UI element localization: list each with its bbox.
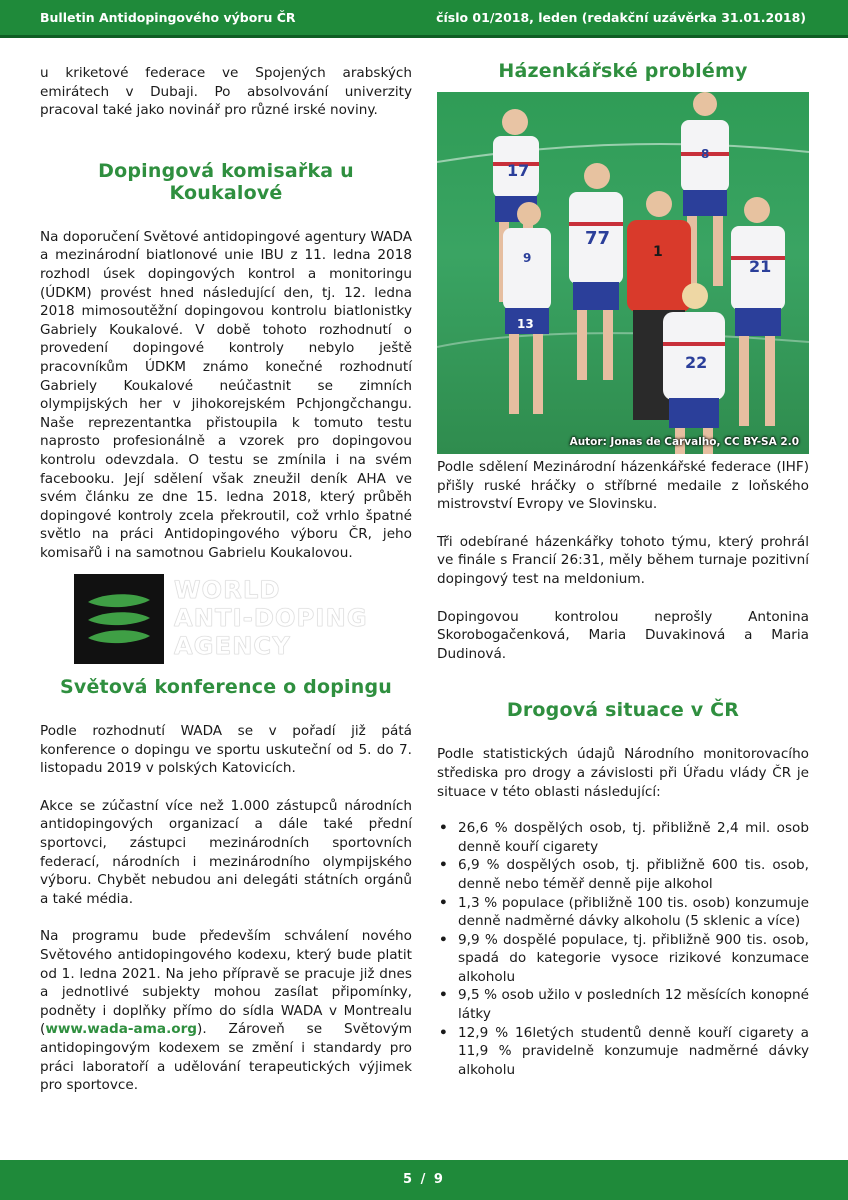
- handball-paragraph-1: Podle sdělení Mezinárodní házenkářské federace (IHF) přišly ruské hráčky o stříbrné medaile z loňského mistrovství Evropy ve Slovinsku.: [437, 459, 809, 513]
- heading-drugs: Drogová situace v ČR: [506, 699, 740, 722]
- jersey-22: 22: [685, 353, 708, 372]
- jersey-77: 77: [585, 228, 611, 249]
- photo-credit: Autor: Jonas de Carvalho, CC BY-SA 2.0: [569, 436, 799, 448]
- bulletin-title: Bulletin Antidopingového výboru ČR: [40, 10, 296, 25]
- drug-stats-list: [437, 819, 809, 1079]
- wada-line-antidoping: ANTI-DOPING: [174, 604, 368, 632]
- wada-wordmark: [174, 576, 394, 660]
- wada-link[interactable]: www.wada-ama.org: [45, 1021, 198, 1038]
- conference-text-b: ). Zároveň se Světovým antidopingovým kodexem se změní i standardy pro práci laboratoří a udělování terapeutických výjimek pro sportovce.: [40, 1021, 412, 1094]
- intro-paragraph: u kriketové federace ve Spojených arabských emirátech v Dubaji. Po absolvování univerzity pracoval také jako novinář pro různé irské noviny.: [40, 65, 412, 119]
- handball-photo: [437, 92, 809, 454]
- page-header: [0, 0, 848, 38]
- list-item: • 26,6 % dospělých osob, tj. přibližně 2,4 mil. osob denně kouří cigarety: [437, 819, 809, 856]
- conference-paragraph-1: Podle rozhodnutí WADA se v pořadí již pátá konference o dopingu ve sportu uskuteční od 5. do 7. listopadu 2019 v polských Katovicích.: [40, 723, 412, 777]
- jersey-8: 8: [701, 147, 710, 161]
- left-column-lower: [40, 676, 412, 1095]
- conference-paragraph-2: Akce se zúčastní více než 1.000 zástupců národních antidopingových organizací a dále také přední sportovci, zástupci mezinárodních sportovních federací, národních i mezinárodního olympijského výboru. Chybět nebudou ani delegáti státních orgánů a také média.: [40, 797, 412, 907]
- heading-conference: Světová konference o dopingu: [59, 676, 392, 698]
- handball-paragraph-2: Tři odebírané házenkářky tohoto týmu, který prohrál ve finále s Francií 26:31, měly během turnaje pozitivní dopingový test na meldonium.: [437, 533, 809, 587]
- page-number: 5 / 9: [403, 1172, 445, 1187]
- left-column: [40, 58, 412, 562]
- jersey-21: 21: [749, 257, 772, 276]
- issue-info: číslo 01/2018, leden (redakční uzávěrka 31.01.2018): [436, 10, 806, 25]
- conference-paragraph-3: [40, 927, 412, 1094]
- list-item: • 12,9 % 16letých studentů denně kouří cigarety a 11,9 % pravidelně konzumuje nadměrné dávky alkoholu: [437, 1024, 809, 1080]
- wada-emblem: [74, 574, 164, 664]
- wada-line-agency: AGENCY: [174, 632, 291, 660]
- list-item: • 9,9 % dospělé populace, tj. přibližně 900 tis. osob, spadá do kategorie vysoce rizikové konzumace alkoholu: [437, 931, 809, 987]
- conference-text-a: Na programu bude především schválení nového Světového antidopingového kodexu, který bude platit od 1. ledna 2021. Na jeho přípravě se pracuje již dnes a jednotlivé subjekty mohou zasílat připomínky, podněty i doplňky přímo do sídla WADA v Montrealu (: [40, 928, 412, 1038]
- jersey-13: 13: [517, 317, 534, 331]
- list-item: • 1,3 % populace (přibližně 100 tis. osob) konzumuje denně nadměrné dávky alkoholu (5 sklenic a více): [437, 894, 809, 931]
- right-column: [437, 58, 809, 1079]
- jersey-9: 9: [523, 251, 532, 265]
- list-item: • 6,9 % dospělých osob, tj. přibližně 600 tis. osob, denně nebo téměř denně pije alkohol: [437, 856, 809, 893]
- jersey-1: 1: [653, 244, 663, 260]
- list-item: • 9,5 % osob užilo v posledních 12 měsících konopné látky: [437, 986, 809, 1023]
- wada-line-world: WORLD: [174, 576, 281, 604]
- heading-koukalova: Dopingová komisařka u Koukalové: [98, 159, 354, 204]
- handball-paragraph-3: Dopingovou kontrolou neprošly Antonina Skorobogačenková, Maria Duvakinová a Maria Dudinová.: [437, 608, 809, 662]
- page-footer: [0, 1160, 848, 1200]
- drugs-intro-paragraph: Podle statistických údajů Národního monitorovacího střediska pro drogy a závislosti při Úřadu vlády ČR je situace v této oblasti následující:: [437, 746, 809, 800]
- heading-handball: Házenkářské problémy: [498, 60, 748, 82]
- koukalova-paragraph: Na doporučení Světové antidopingové agentury WADA a mezinárodní biatlonové unie IBU z 11. ledna 2018 rozhodl úsek dopingových kontrol a monitoringu (ÚDKM) provést hned následující den, tj. 12. ledna 2018 mimosoutěžní dopingovou kontrolu biatlonistky Gabriely Koukalové. V době tohoto rozhodnutí o provedení dopingové kontroly nebylo ještě pracovníkům ÚDKM známo konečné rozhodnutí Gabriely Koukalové neúčastnit se zimních olympijských her v jihokorejském Pchjongčchangu. Naše reprezentantka přistoupila k tomuto testu naprosto profesionálně a vzorek pro dopingovou kontrolu odevzdala. O testu se zmínila i na svém facebooku. Její sdělení však zneužil deník AHA ve svém článku ze dne 15. ledna 2018, který průběh dopingové kontroly zcela překroutil, což vrhlo špatné světlo na práci Antidopingového výboru ČR, jeho komisařů i na samotnou Gabrielu Koukalovou.: [40, 228, 412, 561]
- jersey-17: 17: [507, 161, 530, 180]
